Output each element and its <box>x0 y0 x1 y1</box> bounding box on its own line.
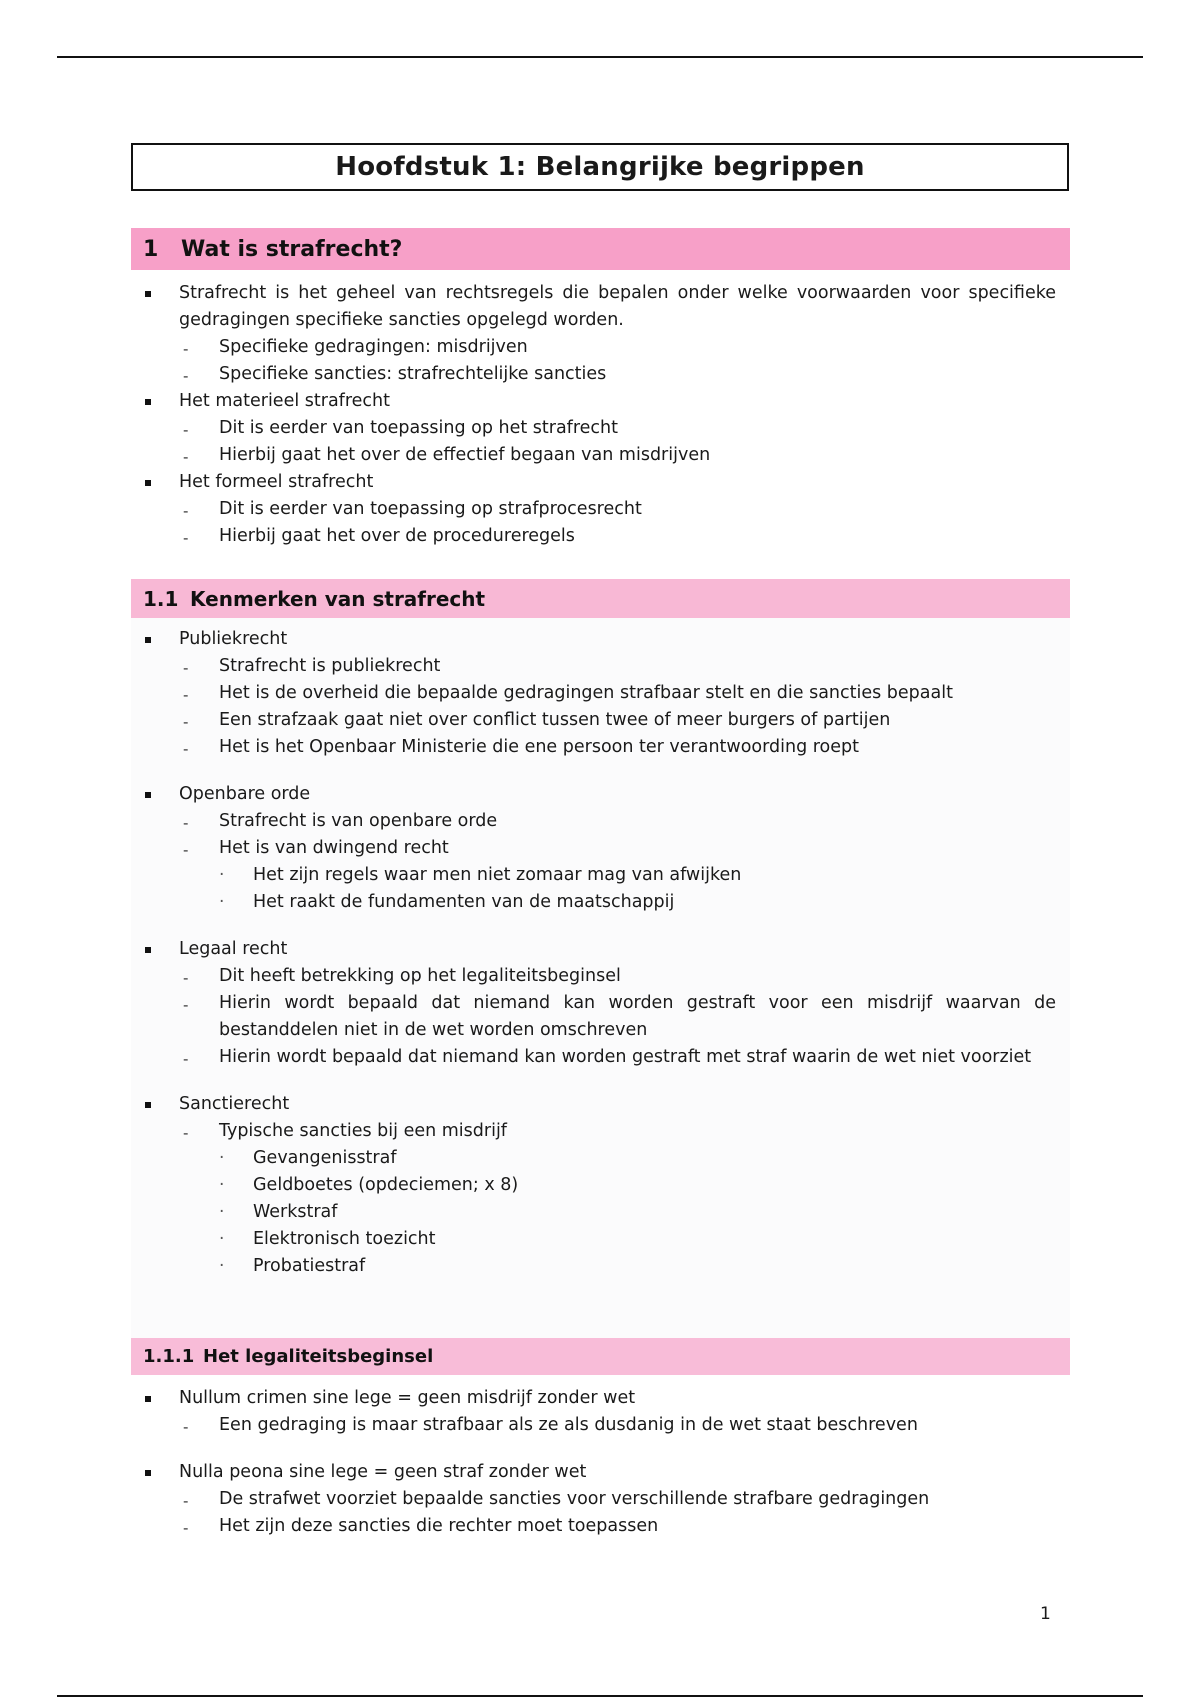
sub-sub-bullet-item: · Probatiestraf <box>131 1253 1070 1280</box>
section-1-1-list <box>131 626 1070 1280</box>
sub-bullet-item: - Specifieke sancties: strafrechtelijke sancties <box>131 361 1070 388</box>
sub-bullet-item: - Dit is eerder van toepassing op het strafrecht <box>131 415 1070 442</box>
sub-bullet-item: - Een gedraging is maar strafbaar als ze als dusdanig in de wet staat beschreven <box>131 1412 1070 1439</box>
section-title: Kenmerken van strafrecht <box>190 586 486 611</box>
sub-bullet-item: - Specifieke gedragingen: misdrijven <box>131 334 1070 361</box>
header-rule <box>57 56 1143 58</box>
bullet-item: Nullum crimen sine lege = geen misdrijf zonder wet <box>131 1385 1070 1412</box>
sub-bullet-item: - Het is de overheid die bepaalde gedragingen strafbaar stelt en die sancties bepaalt <box>131 680 1070 707</box>
list-spacer <box>131 1071 1070 1091</box>
sub-sub-bullet-item: · Elektronisch toezicht <box>131 1226 1070 1253</box>
section-1-1-1-list <box>131 1385 1070 1540</box>
section-heading-1-1-1 <box>131 1338 1070 1375</box>
sub-bullet-item: - Hierbij gaat het over de procedureregels <box>131 523 1070 550</box>
bullet-item: Nulla peona sine lege = geen straf zonder wet <box>131 1459 1070 1486</box>
sub-bullet-item: - Strafrecht is van openbare orde <box>131 808 1070 835</box>
sub-bullet-item: - Het zijn deze sancties die rechter moet toepassen <box>131 1513 1070 1540</box>
bullet-item: Openbare orde <box>131 781 1070 808</box>
sub-sub-bullet-item: · Het zijn regels waar men niet zomaar mag van afwijken <box>131 862 1070 889</box>
sub-bullet-item: - Hierbij gaat het over de effectief begaan van misdrijven <box>131 442 1070 469</box>
sub-bullet-item: - Hierin wordt bepaald dat niemand kan worden gestraft voor een misdrijf waarvan de bestanddelen niet in de wet worden omschreven <box>131 990 1070 1044</box>
sub-bullet-item: - Typische sancties bij een misdrijf <box>131 1118 1070 1145</box>
section-heading-1 <box>131 228 1070 270</box>
bullet-item: Sanctierecht <box>131 1091 1070 1118</box>
bullet-item: Het materieel strafrecht <box>131 388 1070 415</box>
bullet-item: Legaal recht <box>131 936 1070 963</box>
sub-bullet-item: - Strafrecht is publiekrecht <box>131 653 1070 680</box>
sub-bullet-item: - Het is van dwingend recht <box>131 835 1070 862</box>
sub-bullet-item: - De strafwet voorziet bepaalde sancties voor verschillende strafbare gedragingen <box>131 1486 1070 1513</box>
section-number: 1.1 <box>143 586 179 611</box>
sub-bullet-item: - Dit heeft betrekking op het legaliteitsbeginsel <box>131 963 1070 990</box>
bullet-item: Strafrecht is het geheel van rechtsregels die bepalen onder welke voorwaarden voor specifieke gedragingen specifieke sancties opgelegd worden. <box>131 280 1070 334</box>
sub-sub-bullet-item: · Het raakt de fundamenten van de maatschappij <box>131 889 1070 916</box>
bullet-item: Publiekrecht <box>131 626 1070 653</box>
page-number: 1 <box>1040 1604 1051 1624</box>
list-spacer <box>131 1439 1070 1459</box>
section-title: Wat is strafrecht? <box>181 236 403 262</box>
sub-sub-bullet-item: · Werkstraf <box>131 1199 1070 1226</box>
sub-bullet-item: - Dit is eerder van toepassing op strafprocesrecht <box>131 496 1070 523</box>
bullet-item: Het formeel strafrecht <box>131 469 1070 496</box>
sub-sub-bullet-item: · Gevangenisstraf <box>131 1145 1070 1172</box>
section-number: 1.1.1 <box>143 1346 195 1367</box>
sub-bullet-item: - Hierin wordt bepaald dat niemand kan worden gestraft met straf waarin de wet niet voorziet <box>131 1044 1070 1071</box>
section-number: 1 <box>143 236 159 262</box>
section-1-list <box>131 280 1070 550</box>
chapter-title: Hoofdstuk 1: Belangrijke begrippen <box>131 143 1069 191</box>
section-title: Het legaliteitsbeginsel <box>203 1346 434 1367</box>
sub-sub-bullet-item: · Geldboetes (opdeciemen; x 8) <box>131 1172 1070 1199</box>
sub-bullet-item: - Het is het Openbaar Ministerie die ene persoon ter verantwoording roept <box>131 734 1070 761</box>
sub-bullet-item: - Een strafzaak gaat niet over conflict tussen twee of meer burgers of partijen <box>131 707 1070 734</box>
list-spacer <box>131 761 1070 781</box>
list-spacer <box>131 916 1070 936</box>
footer-rule <box>57 1695 1143 1697</box>
section-heading-1-1 <box>131 579 1070 618</box>
